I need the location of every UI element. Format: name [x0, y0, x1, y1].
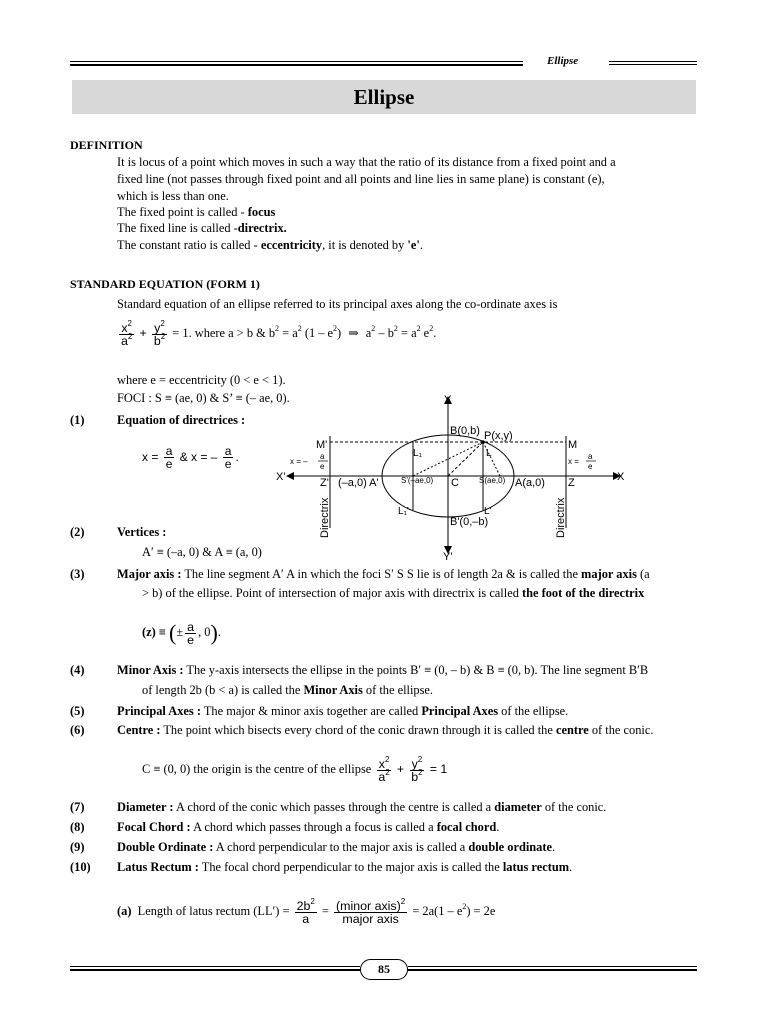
definition-line-1: It is locus of a point which moves in such a way that the ratio of its distance from a fixed point and a — [117, 155, 616, 169]
label-z: Z — [568, 477, 575, 489]
focal-chord-line: Focal Chord : A chord which passes through a focus is called a focal chord. — [117, 820, 500, 834]
label-l: L — [486, 448, 492, 459]
directrices-heading: Equation of directrices : — [117, 413, 246, 427]
diameter-line: Diameter : A chord of the conic which passes through the centre is called a diameter of the conic. — [117, 800, 607, 814]
header-rule-4 — [609, 64, 697, 65]
footer-rule-right-1 — [408, 966, 697, 967]
label-z-prime: Z' — [320, 477, 329, 489]
minor-axis-line-1: Minor Axis : The y-axis intersects the ellipse in the points B′ ≡ (0, – b) & B ≡ (0, b). The line segment B′B — [117, 663, 649, 677]
label-s: S(ae,0) — [479, 476, 506, 485]
item-number-1: (1) — [70, 413, 85, 427]
label-x-left-a: a — [320, 452, 325, 461]
vertices-heading: Vertices : — [117, 525, 167, 539]
principal-axes-line: Principal Axes : The major & minor axis together are called Principal Axes of the ellipse. — [117, 704, 569, 718]
major-axis-line-1: Major axis : The line segment A′ A in which the foci S′ S S lie is of length 2a & is called the major axis (a — [117, 567, 650, 581]
item-number-5: (5) — [70, 704, 85, 718]
label-y-prime: Y' — [443, 551, 453, 562]
item-number-8: (8) — [70, 820, 85, 834]
label-c: C — [451, 477, 459, 489]
label-x-prime: X' — [276, 471, 286, 483]
standard-intro: Standard equation of an ellipse referred to its principal axes along the co-ordinate axes is — [117, 297, 558, 311]
standard-equation: $\frac{x^2}{a^2}$ + $\frac{y^2}{b^2}$ = 1. where a > b & $b^2 = a^2$ $(1 - e^2)$ ⇒ $a^2 - b^2 = a^2$ $e^2$. — [121, 318, 437, 348]
title-band — [72, 80, 696, 114]
label-a: A(a,0) — [515, 477, 545, 489]
label-x: X — [617, 471, 625, 483]
item-number-3: (3) — [70, 567, 85, 581]
latus-rectum-line: Latus Rectum : The focal chord perpendicular to the major axis is called the latus rectum. — [117, 860, 573, 874]
item-number-6: (6) — [70, 723, 85, 737]
focus-line: The fixed point is called - focus — [117, 205, 276, 219]
minor-axis-line-2: of length 2b (b < a) is called the Minor Axis of the ellipse. — [142, 683, 434, 697]
directrix-equation: x = $\frac{a}{e}$ & x = – $\frac{a}{e}$ . — [142, 444, 239, 472]
latus-rectum-length: (a) Length of latus rectum (LL′) = $\frac{2b^2}{a}$ = $\frac{(minor axis)^2}{\text{major axis}}$ = $2a(1 - e^2) = 2e$ — [117, 896, 496, 926]
item-number-4: (4) — [70, 663, 85, 677]
centre-equation: C ≡ (0, 0) the origin is the centre of the ellipse $\frac{x^2}{a^2}$ + $\frac{y^2}{b^2}$ = 1 — [142, 754, 448, 784]
eccentricity-line: The constant ratio is called - eccentricity, it is denoted by 'e'. — [117, 238, 423, 252]
label-s-prime: S'(–ae,0) — [401, 476, 434, 485]
header-rule-2 — [70, 64, 523, 66]
label-x-left-e: e — [320, 462, 325, 471]
label-a-prime: (–a,0) A' — [338, 477, 379, 489]
running-title: Ellipse — [547, 55, 579, 67]
header-rule-3 — [609, 61, 697, 62]
x-axis-arrow-left — [286, 472, 294, 480]
major-axis-line-2: > b) of the ellipse. Point of intersection of major axis with directrix is called the foot of the directrix — [142, 586, 645, 600]
centre-line: Centre : The point which bisects every chord of the conic drawn through it is called the centre of the conic. — [117, 723, 654, 737]
item-number-2: (2) — [70, 525, 85, 539]
label-directrix-right: Directrix — [555, 497, 567, 538]
label-m-prime: M' — [316, 439, 328, 451]
label-x-right-a: a — [588, 452, 593, 461]
vertices-value: A′ ≡ (–a, 0) & A ≡ (a, 0) — [142, 545, 262, 559]
page-title: Ellipse — [353, 85, 415, 109]
foot-of-directrix: (z) ≡ (± $\frac{a}{e}$ , 0). — [142, 619, 221, 647]
footer-rule-left-1 — [70, 966, 360, 967]
label-l1: L₁ — [413, 448, 422, 459]
definition-line-2: fixed line (not passes through fixed point and all points and line lies in same plane) is constant (e), — [117, 172, 605, 186]
eccentricity-range: where e = eccentricity (0 < e < 1). — [117, 373, 286, 387]
footer-rule-right-2 — [408, 969, 697, 971]
label-p: P(x,y) — [484, 430, 513, 442]
definition-line-3: which is less than one. — [117, 189, 229, 203]
label-x-right-e: e — [588, 462, 593, 471]
label-x-right-eq: x = — [568, 457, 579, 466]
label-l-prime: L' — [484, 506, 492, 517]
label-l1-prime: L₁' — [398, 506, 409, 517]
foci-line: FOCI : S ≡ (ae, 0) & S’ ≡ (– ae, 0). — [117, 391, 290, 405]
ellipse-diagram — [270, 390, 630, 562]
item-number-10: (10) — [70, 860, 91, 874]
item-number-9: (9) — [70, 840, 85, 854]
label-x-left-eq: x = – — [290, 457, 308, 466]
label-b: B(0,b) — [450, 425, 480, 437]
footer-rule-left-2 — [70, 969, 360, 971]
double-ordinate-line: Double Ordinate : A chord perpendicular to the major axis is called a double ordinate. — [117, 840, 556, 854]
radius-c-to-p — [448, 442, 483, 476]
item-number-7: (7) — [70, 800, 85, 814]
label-b-prime: B'(0,–b) — [450, 516, 489, 528]
directrix-line: The fixed line is called -directrix. — [117, 221, 287, 235]
header-rule-1 — [70, 61, 523, 62]
label-directrix-left: Directrix — [319, 497, 331, 538]
definition-heading: DEFINITION — [70, 138, 143, 152]
page-number: 85 — [360, 959, 408, 980]
standard-heading: STANDARD EQUATION (FORM 1) — [70, 277, 260, 291]
label-y: Y — [444, 394, 452, 406]
label-m: M — [568, 439, 578, 451]
